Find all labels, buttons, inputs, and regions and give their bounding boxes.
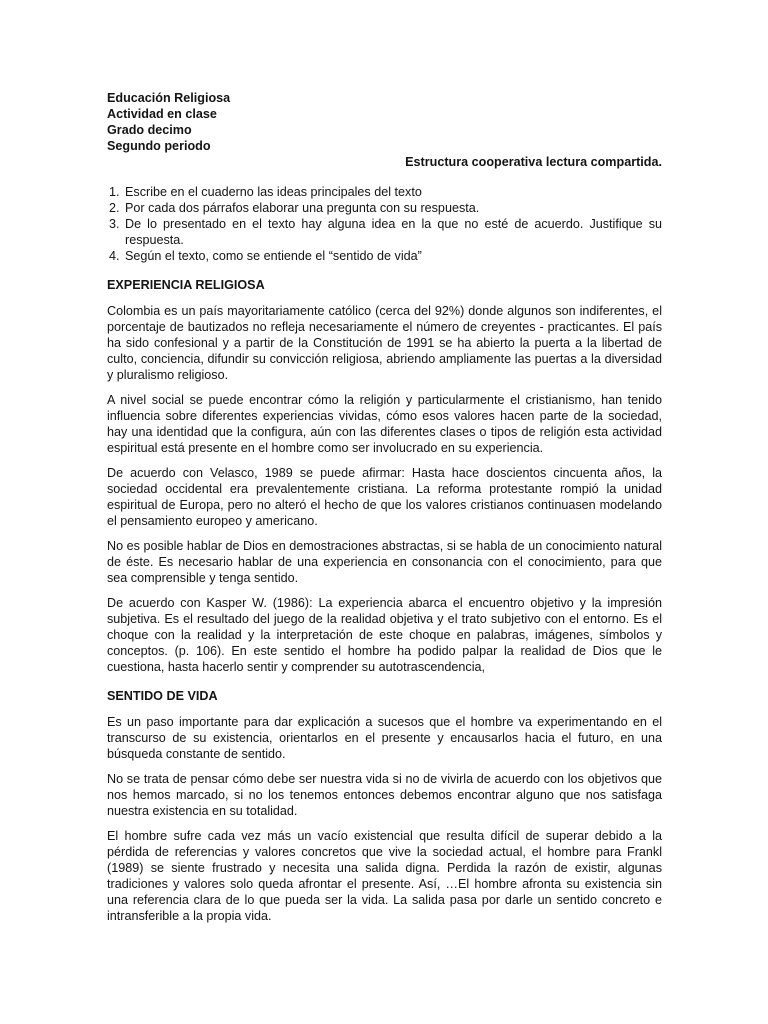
paragraph: A nivel social se puede encontrar cómo la religión y particularmente el cristianismo, han tenido influencia sobre diferentes experiencias vividas, cómo esos valores hacen parte de la sociedad, hay una identidad que la configura, aún con las diferentes clases o tipos de religión esta actividad espiritual está presente en el hombre como ser involucrado en su experiencia.	[107, 393, 662, 455]
section-experiencia-religiosa	[107, 277, 662, 675]
grade-label: Grado decimo	[107, 123, 192, 137]
strategy-title: Estructura cooperativa lectura compartida.	[405, 155, 662, 169]
document-header	[107, 90, 662, 170]
period-label: Segundo periodo	[107, 139, 211, 153]
task-item: 1. Escribe en el cuaderno las ideas principales del texto	[123, 184, 662, 200]
section-heading: EXPERIENCIA RELIGIOSA	[107, 278, 265, 292]
task-item: 2. Por cada dos párrafos elaborar una pregunta con su respuesta.	[123, 200, 662, 216]
task-list	[107, 184, 662, 264]
paragraph: No es posible hablar de Dios en demostraciones abstractas, si se habla de un conocimiento natural de éste. Es necesario hablar de una experiencia en consonancia con el conocimiento, para que sea comprensible y tenga sentido.	[107, 539, 662, 585]
paragraph: Es un paso importante para dar explicación a sucesos que el hombre va experimentando en el transcurso de su existencia, orientarlos en el presente y encausarlos hacia el futuro, en una búsqueda constante de sentido.	[107, 715, 662, 761]
paragraph: No se trata de pensar cómo debe ser nuestra vida si no de vivirla de acuerdo con los objetivos que nos hemos marcado, si no los tenemos entonces debemos encontrar alguno que nos satisfaga nuestra existencia en su totalidad.	[107, 772, 662, 818]
paragraph: El hombre sufre cada vez más un vacío existencial que resulta difícil de superar debido a la pérdida de referencias y valores concretos que vive la sociedad actual, el hombre para Frankl (1989) se siente frustrado y necesita una salida digna. Perdida la razón de existir, algunas tradiciones y valores solo queda afrontar el presente. Así, …El hombre afronta su existencia sin una referencia clara de lo que pueda ser la vida. La salida pasa por darle un sentido concreto e intransferible a la propia vida.	[107, 829, 662, 923]
document-page	[107, 90, 662, 933]
task-item: 3. De lo presentado en el texto hay alguna idea en la que no esté de acuerdo. Justifique su respuesta.	[123, 216, 662, 248]
subject-title: Educación Religiosa	[107, 91, 231, 105]
paragraph: De acuerdo con Kasper W. (1986): La experiencia abarca el encuentro objetivo y la impresión subjetiva. Es el resultado del juego de la realidad objetiva y el trato subjetivo con el entorno. Es el choque con la realidad y la interpretación de este choque en palabras, imágenes, símbolos y conceptos. (p. 106). En este sentido el hombre ha podido palpar la realidad de Dios que le cuestiona, hasta hacerlo sentir y comprender su autotrascendencia,	[107, 596, 662, 674]
paragraph: De acuerdo con Velasco, 1989 se puede afirmar: Hasta hace doscientos cincuenta años, la sociedad occidental era prevalentemente cristiana. La reforma protestante rompió la unidad espiritual de Europa, pero no alteró el hecho de que los valores cristianos continuasen modelando el pensamiento europeo y americano.	[107, 466, 662, 528]
task-item: 4. Según el texto, como se entiende el “sentido de vida”	[123, 248, 662, 264]
section-sentido-de-vida	[107, 688, 662, 924]
activity-title: Actividad en clase	[107, 107, 217, 121]
section-heading: SENTIDO DE VIDA	[107, 689, 218, 703]
paragraph: Colombia es un país mayoritariamente católico (cerca del 92%) donde algunos son indiferentes, el porcentaje de bautizados no refleja necesariamente el número de creyentes - practicantes. El país ha sido confesional y a partir de la Constitución de 1991 se ha abierto la puerta a la libertad de culto, conciencia, difundir su convicción religiosa, abriendo ampliamente las puertas a la diversidad y pluralismo religioso.	[107, 304, 662, 382]
